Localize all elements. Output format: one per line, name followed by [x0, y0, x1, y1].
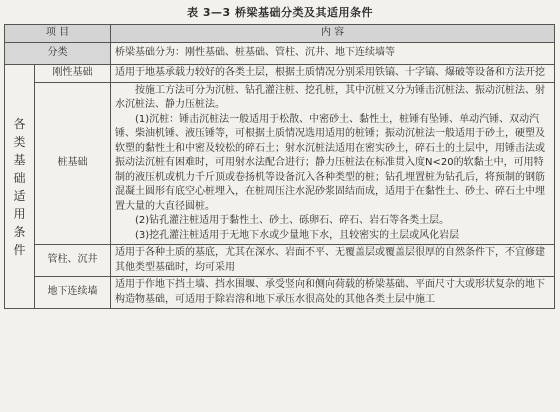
text-wall — [111, 277, 555, 309]
table-title: 表 3—3 桥梁基础分类及其适用条件 — [187, 6, 373, 19]
pile-paragraph: (1)沉桩：锤击沉桩法一般适用于松散、中密砂土、黏性土，桩锤有坠锤、单动汽锤、双动汽锤、柴油机锤、液压锤等，可根据土质情况选用适用的桩锤；振动沉桩法一般适用于砂土，硬塑及软塑的黏性土和中密及较松的碎石土；射水沉桩法适用在密实砂土，碎石土的土层中，用锤击法或振动法沉桩有困难时，可用射水法配合进行；静力压桩法在标准贯入度N<20的软黏土中，可用特制的液压机或机力千斤顶或卷扬机等设备沉入各种类型的桩；钻孔埋置桩为钻孔后，将预制的钢筋混凝土圆形有底空心桩埋入，在桩周压注水泥砂浆固结而成，适用于在黏性土、砂土、碎石土中埋置大量的大直径圆桩。 — [115, 113, 545, 212]
row-rigid — [5, 65, 555, 83]
rigid-text: 适用于地基承载力较好的各类土层，根据土质情况分别采用铁镐、十字镐、爆破等设备和方法开挖 — [115, 67, 545, 78]
text-classification — [111, 43, 555, 65]
side-label-applicable-conditions: 各 类 基 础 适 用 条 件 — [5, 65, 35, 309]
row-classification — [5, 43, 555, 65]
row-wall — [5, 277, 555, 309]
text-caisson — [111, 245, 555, 277]
row-caisson — [5, 245, 555, 277]
pile-paragraph: 按施工方法可分为沉桩、钻孔灌注桩、挖孔桩，其中沉桩又分为锤击沉桩法、振动沉桩法、射水沉桩法、静力压桩法。 — [115, 84, 545, 110]
classification-text: 桥梁基础分为：刚性基础、桩基础、管柱、沉井、地下连续墙等 — [115, 47, 395, 59]
text-rigid — [111, 65, 555, 83]
text-pile — [111, 82, 555, 245]
header-content: 内 容 — [111, 25, 555, 43]
pile-paragraph: (2)钻孔灌注桩适用于黏性土、砂土、砾卵石、碎石、岩石等各类土层。 — [135, 215, 450, 226]
pile-paragraph: (3)挖孔灌注桩适用于无地下水或少量地下水，且较密实的土层或风化岩层 — [135, 229, 460, 241]
row-pile — [5, 82, 555, 245]
table-header-row — [5, 25, 555, 43]
header-item: 项 目 — [5, 25, 111, 43]
label-wall: 地下连续墙 — [35, 277, 111, 309]
label-pile: 桩基础 — [35, 82, 111, 245]
label-caisson: 管柱、沉井 — [35, 245, 111, 277]
foundation-table — [4, 24, 555, 309]
label-classification: 分类 — [5, 43, 111, 65]
wall-text: 适用于作地下挡土墙、挡水围堰、承受竖向和侧向荷载的桥梁基础、平面尺寸大或形状复杂的地下构造物基础，可适用于除岩溶和地下承压水很高处的其他各类土层中施工 — [115, 279, 545, 305]
label-rigid: 刚性基础 — [35, 65, 111, 83]
caisson-text: 适用于各种土质的基底，尤其在深水、岩面不平、无覆盖层或覆盖层很厚的自然条件下，不宜修建其他类型基础时，均可采用 — [115, 247, 545, 273]
